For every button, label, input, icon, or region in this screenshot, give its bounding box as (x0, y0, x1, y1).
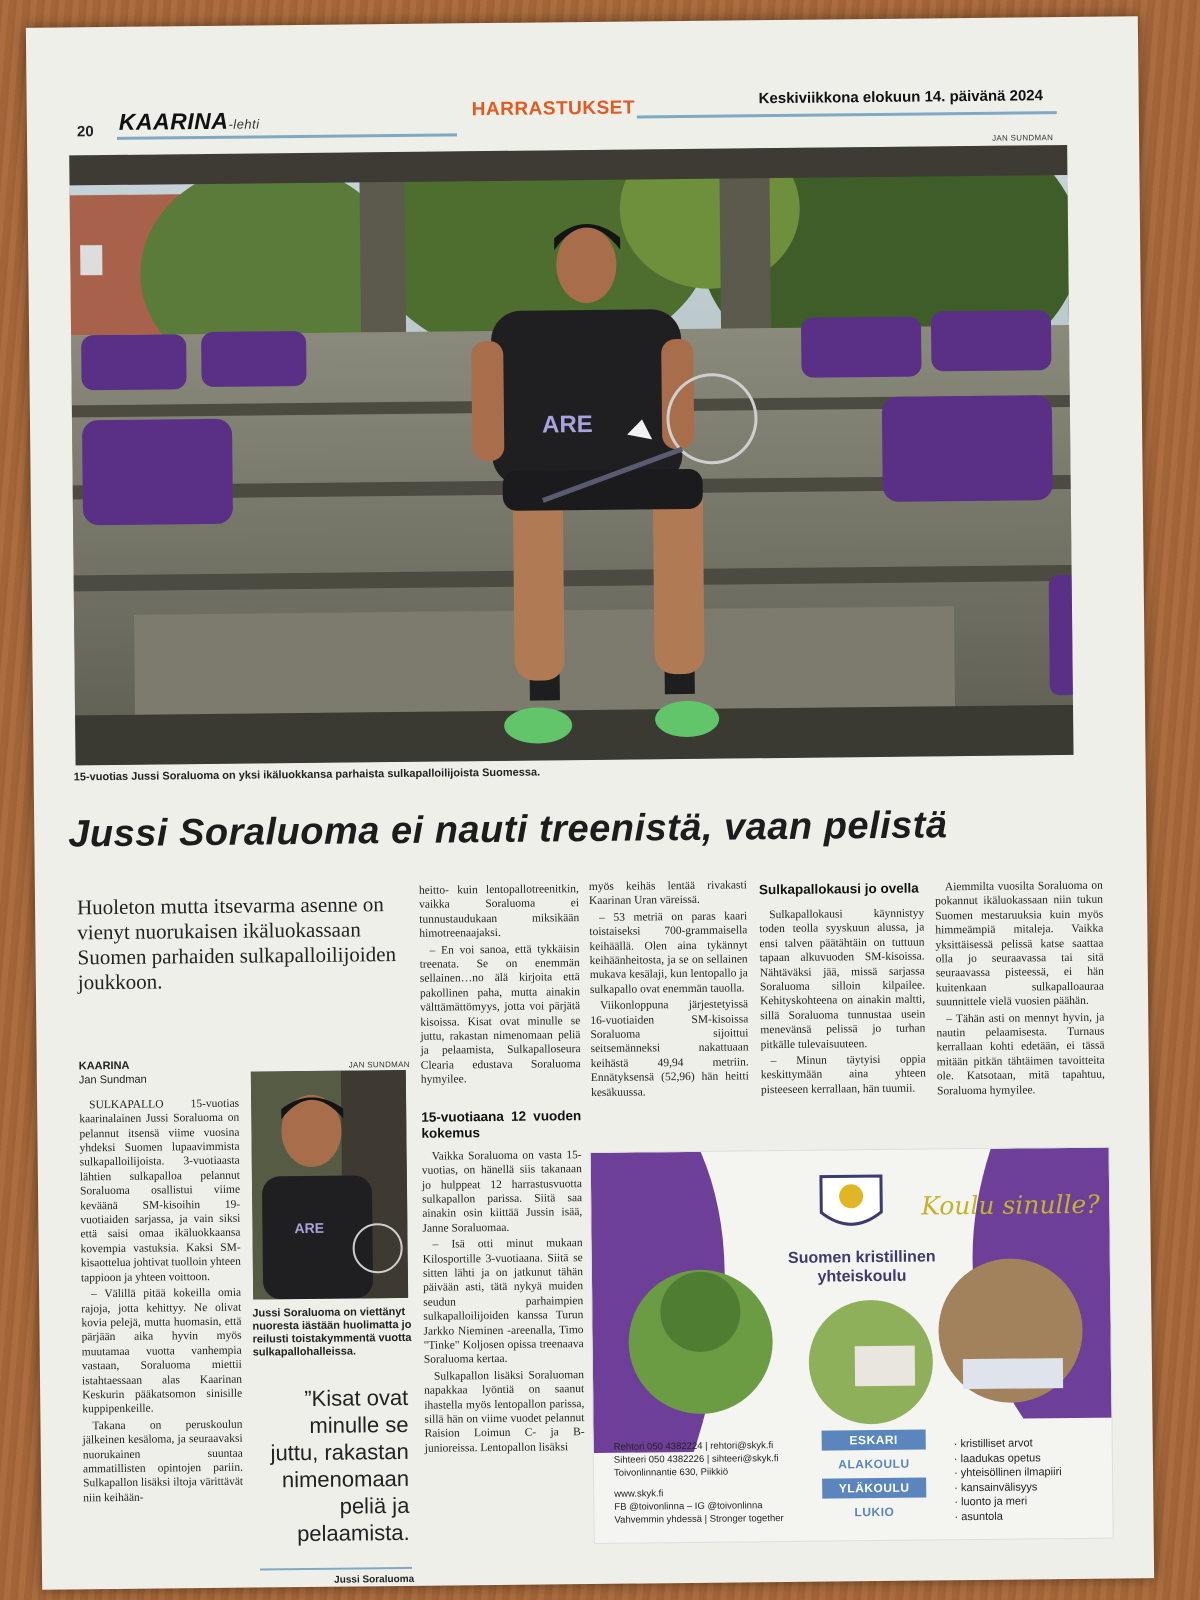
article-column-4 (759, 881, 926, 1100)
paragraph: Aiemmilta vuosilta Soraluoma on pokannut ikäluokassaan niin tukun Suomen mestaruuksia kuin myös himmeämpiä mitaleja. Vaikka yksittäisessä pelissä katse saattaa olla jo seuraavassa tai sitä seuraavassa pisteessä, ei hän kuitenkaan sulkapalloauraa suunnittele vielä vuosien päähän. (934, 879, 1105, 1009)
article-location: KAARINA (78, 1059, 130, 1073)
paper-name: KAARINA (118, 107, 229, 135)
contact-line: Sihteeri 050 4382226 | sihteeri@skyk.fi (613, 1453, 779, 1466)
paragraph: Viikonloppuna järjestetyissä 16-vuotiaiden SM-kisoissa Soraluoma sijoittui seitsemänneksi nakattuaan keihästä 49,94 metriin. Ennätyksensä (52,96) hän heitti kesäkuussa. (590, 998, 749, 1099)
shirt-text: ARE (541, 410, 593, 439)
contact-line: Toivonlinnantie 630, Piikkiö (613, 1466, 729, 1479)
article-column-2 (419, 882, 585, 1458)
paragraph: – En voi sanoa, että tykkäisin treenata. Se on enemmän sellainen…no älä kirjoita että pakollinen paha, mutta ainakin välttämättömyys, jotta voi pärjätä kisoissa. Kisat ovat minulle se juttu, rakastan nimenomaan peliä ja pelaamista, Sulkapalloseura Clearia edustava Soraluoma hymyilee. (419, 942, 581, 1087)
paragraph: Sulkapallokausi käynnistyy toden teolla syyskuun alussa, ja ensi talven päätähtäin on tuttuun tapaan alkuvuoden SM-kisoissa. Nähtäväksi jää, missä sarjassa Soraluoma silloin kilpailee. Kehityskohteena on ainakin maltti, sillä Soraluoma tunnustaa usein menevänsä pelissä jo turhan pitkälle tulevaisuuteen. (759, 907, 926, 1051)
school-name-line-1: Suomen kristillinen (787, 1248, 936, 1267)
paragraph: – Isä otti minut mukaan Kilosportille 3-vuotiaana. Siitä se sitten lähti ja on jatkunut tähän päivään asti, tätä nykyä muiden seudun parhaimpien sulkapalloilijoiden kanssa Turun Jarkko Nieminen -areenalla, Timo "Tinke" Koljosen opissa treenaava Soraluoma kertaa. (422, 1237, 584, 1367)
paragraph: – Minun täytyisi oppia keskittymään aina yhteen pisteeseen kerrallaan, hän tuumii. (760, 1053, 926, 1097)
article-column-3 (589, 878, 749, 1102)
value-item: · luonto ja meri (954, 1494, 1104, 1510)
section-title: HARRASTUKSET (471, 97, 636, 121)
photo-credit: JAN SUNDMAN (992, 133, 1054, 143)
inset-photo (251, 1070, 408, 1300)
masthead-rule-right (637, 111, 1057, 118)
paper-logo (119, 107, 260, 135)
contact-line: Vahvemmin yhdessä | Stronger together (614, 1513, 784, 1526)
article-column-5 (935, 879, 1105, 1101)
main-photo (69, 145, 1073, 765)
pull-quote-attribution: Jussi Soraluoma (334, 1573, 415, 1586)
paragraph: SULKAPALLO 15-vuotias kaarinalainen Jussi Soraluoma on pelannut itsensä viime vuosina yhdeksi Suomen lupaavimmista sulkapalloilijoista. 3-vuotiaasta lähtien sulkapalloa pelannut Soraluoma osallistui viime keväänä SM-kisoihin 19-vuotiaiden sarjassa, ja vain siksi että saisi omaa ikäluokkaansa kovempia vastuksia. Kaksi SM-kisaottelua johtivat tuolloin yhteen tappioon ja yhteen voittoon. (79, 1097, 241, 1285)
paper-suffix: -lehti (228, 116, 260, 132)
main-photo-illustration (69, 145, 1073, 765)
paragraph: – Välillä pitää kokeilla omia rajoja, jotta kehittyy. Ne olivat kovia pelejä, mutta huomasin, että pärjään aika hyvin myös muutamaa vuotta vanhempia vastaan, Soraluoma miettii istahtaessaan alas Kaarinan Keskurin pääkatsomon sinisille kuppipenkeille. (81, 1286, 243, 1416)
subheading: Sulkapallokausi jo ovella (758, 880, 919, 898)
issue-date: Keskiviikkona elokuun 14. päivänä 2024 (758, 87, 1044, 108)
inset-caption: Jussi Soraluoma on viettänyt nuoresta iästään huolimatta jo reilusti toistakymmentä vuotta sulkapallohalleissa. (252, 1305, 412, 1359)
paragraph: Vaikka Soraluoma on vasta 15-vuotias, on hänellä siis takanaan jo hulppeat 12 harrastusvuotta sulkapallon parissa. Siitä saa ainakin osin kiittää Jussin isää, Janne Soraluomaa. (421, 1148, 583, 1235)
pull-quote: ”Kisat ovat minulle se juttu, rakastan nimenomaan peliä ja pelaamista. (270, 1384, 410, 1547)
school-advertisement (590, 1147, 1114, 1544)
value-item: · laadukas opetus (954, 1450, 1104, 1466)
subheading: 15-vuotiaana 12 vuoden kokemus (421, 1107, 582, 1141)
contact-line: Rehtori 050 4382224 | rehtori@skyk.fi (613, 1440, 774, 1453)
inset-photo-credit: JAN SUNDMAN (348, 1059, 410, 1070)
school-name (742, 1247, 982, 1288)
paragraph: heitto- kuin lentopallotreenitkin, vaikka Soraluoma ei tunnustaudukaan miksikään himotreenaajaksi. (418, 883, 580, 941)
contact-line: FB @toivonlinna – IG @toivonlinna (614, 1500, 763, 1513)
photo-caption: 15-vuotias Jussi Soraluoma on yksi ikäluokkansa parhaista sulkapalloilijoista Suomessa. (73, 766, 541, 784)
article-column-1 (79, 1058, 244, 1508)
paragraph: myös keihäs lentää rivakasti Kaarinan Uran väreissä. (588, 879, 747, 908)
paragraph: – 53 metriä on paras kaari toistaiseksi 700-grammaisella keihäällä. Olen aina tykännyt keihäänheitosta, ja se on sellainen mukava kesälaji, kun lentopallo ja sulkapallo ovat enemmän tauolla. (589, 910, 748, 996)
ad-slogan: Koulu sinulle? (921, 1189, 1100, 1221)
paragraph: Sulkapallon lisäksi Soraluoman napakkaa lyöntiä on saanut ihastella myös lentopallon parissa, sillä hän on viime vuodet pelannut Raision Loimun C- ja B-junioreissa. Lentopallon lisäksi (424, 1368, 585, 1455)
value-item: · yhteisöllinen ilmapiiri (954, 1465, 1104, 1481)
article-headline: Jussi Soraluoma ei nauti treenistä, vaan pelistä (68, 804, 948, 856)
newspaper-page (26, 16, 1154, 1590)
page-number: 20 (76, 123, 94, 141)
value-item: · kristilliset arvot (954, 1436, 1104, 1452)
paragraph: Takana on peruskoulun jälkeinen kesäloma, ja seuraavaksi nuorukainen suuntaa ammatillisten opintojen pariin. Sulkapallon lisäksi iltoja värittävät niin keihään- (82, 1418, 244, 1505)
article-author: Jan Sundman (78, 1074, 147, 1087)
contact-line: www.skyk.fi (614, 1488, 664, 1500)
ad-contact-info (614, 1439, 815, 1527)
pull-quote-rule (260, 1567, 412, 1571)
inset-photo-illustration (251, 1070, 408, 1300)
school-name-line-2: yhteiskoulu (817, 1267, 907, 1286)
svg-text:ARE: ARE (294, 1219, 325, 1237)
level-badge-lukio: LUKIO (854, 1504, 895, 1520)
level-badge-alakoulu: ALAKOULU (838, 1456, 910, 1472)
school-values-list (954, 1436, 1105, 1525)
paragraph: – Tähän asti on mennyt hyvin, ja nautin pelaamisesta. Turnaus kerrallaan kohti edetään, ei tässä mitään pitkän tähtäimen tavoitteita ole. Katsotaan, mitä tapahtuu, Soraluoma hymyilee. (936, 1011, 1105, 1098)
level-badge-ylakoulu: YLÄKOULU (822, 1478, 926, 1499)
article-lede: Huoleton mutta itsevarma asenne on vienyt nuorukaisen ikäluokassaan Suomen parhaiden sulkapalloilijoiden joukkoon. (76, 892, 397, 995)
value-item: · asuntola (954, 1508, 1104, 1524)
level-badge-eskari: ESKARI (822, 1430, 926, 1451)
value-item: · kansainvälisyys (954, 1479, 1104, 1495)
